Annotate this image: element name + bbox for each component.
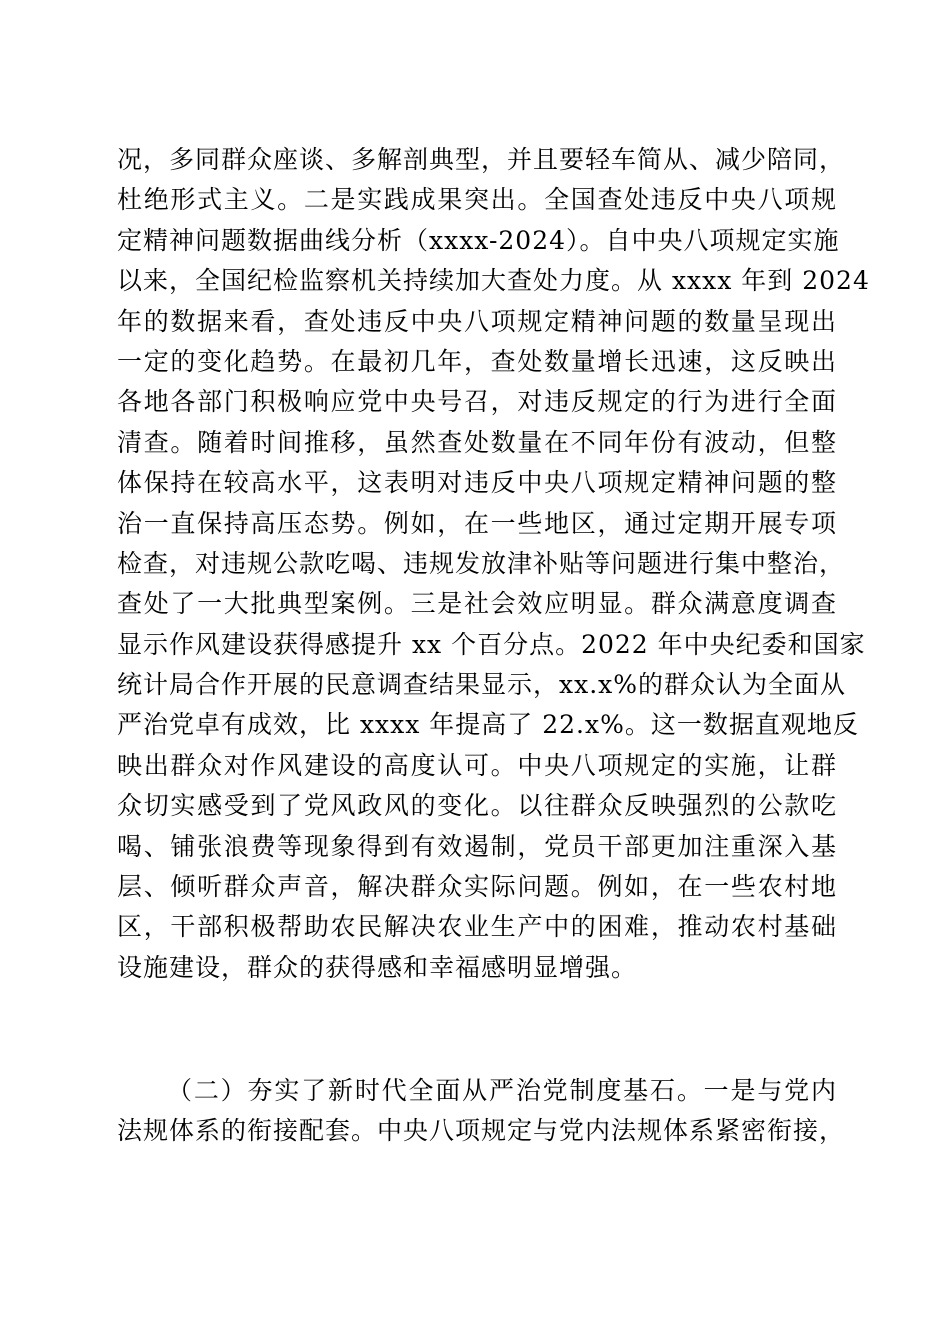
text-line: 众切实感受到了党风政风的变化。以往群众反映强烈的公款吃 bbox=[117, 791, 837, 821]
text-line: 统计局合作开展的民意调查结果显示，xx.x%的群众认为全面从 bbox=[117, 670, 847, 700]
text-line: 一定的变化趋势。在最初几年，查处数量增长迅速，这反映出 bbox=[117, 346, 837, 376]
text-line: 以来，全国纪检监察机关持续加大查处力度。从 xxxx 年到 2024 bbox=[117, 266, 870, 296]
text-line: 法规体系的衔接配套。中央八项规定与党内法规体系紧密衔接， bbox=[117, 1116, 846, 1146]
text-line: 区，干部积极帮助农民解决农业生产中的困难，推动农村基础 bbox=[117, 912, 837, 942]
body-paragraph-2 bbox=[117, 1071, 846, 1152]
text-line: 定精神问题数据曲线分析（xxxx-2024）。自中央八项规定实施 bbox=[117, 225, 840, 255]
text-line: 年的数据来看，查处违反中央八项规定精神问题的数量呈现出 bbox=[117, 306, 837, 336]
text-line: 查处了一大批典型案例。三是社会效应明显。群众满意度调查 bbox=[117, 589, 837, 619]
text-line: 治一直保持高压态势。例如，在一些地区，通过定期开展专项 bbox=[117, 508, 837, 538]
text-line: 况，多同群众座谈、多解剖典型，并且要轻车简从、减少陪同， bbox=[117, 145, 846, 174]
text-line: 杜绝形式主义。二是实践成果突出。全国查处违反中央八项规 bbox=[117, 185, 837, 215]
text-line: 体保持在较高水平，这表明对违反中央八项规定精神问题的整 bbox=[117, 468, 837, 498]
text-line: 层、倾听群众声音，解决群众实际问题。例如，在一些农村地 bbox=[117, 872, 837, 902]
text-line: 检查，对违规公款吃喝、违规发放津补贴等问题进行集中整治， bbox=[117, 548, 846, 578]
text-line: 严治党卓有成效，比 xxxx 年提高了 22.x%。这一数据直观地反 bbox=[117, 710, 859, 740]
text-line: 映出群众对作风建设的高度认可。中央八项规定的实施，让群 bbox=[117, 750, 837, 780]
text-line: 清查。随着时间推移，虽然查处数量在不同年份有波动，但整 bbox=[117, 427, 837, 457]
text-line: 各地各部门积极响应党中央号召，对违反规定的行为进行全面 bbox=[117, 387, 837, 417]
text-line: 喝、铺张浪费等现象得到有效遏制，党员干部更加注重深入基 bbox=[117, 831, 837, 861]
text-line: 设施建设，群众的获得感和幸福感明显增强。 bbox=[117, 952, 638, 982]
text-line: 显示作风建设获得感提升 xx 个百分点。2022 年中央纪委和国家 bbox=[117, 629, 866, 659]
section-heading-line: （二）夯实了新时代全面从严治党制度基石。一是与党内 bbox=[167, 1076, 837, 1105]
body-paragraph-1 bbox=[117, 140, 870, 988]
